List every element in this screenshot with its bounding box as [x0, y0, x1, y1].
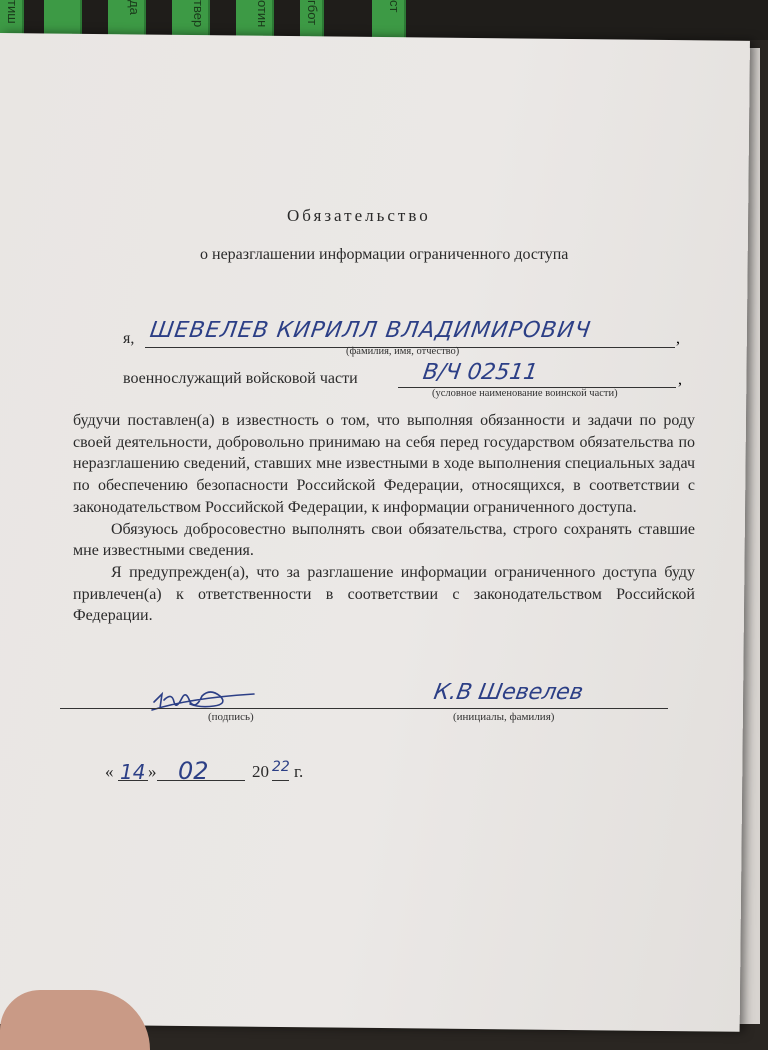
signature-caption: (подпись) — [208, 711, 254, 723]
date-close-quote: » — [148, 762, 157, 781]
tab-strip-6: гбот — [300, 0, 324, 40]
document-body — [73, 410, 695, 627]
tab-strip-3: да — [108, 0, 146, 40]
paragraph-2: Обязуюсь добросовестно выполнять свои обязательства, строго сохранять ставшие мне известными сведения. — [73, 520, 695, 560]
tab-strip-5: отин — [236, 0, 274, 40]
paragraph-3: Я предупрежден(а), что за разглашение информации ограниченного доступа буду привлечен(а) к ответственности в соответствии с законодательством Российской Федерации. — [73, 563, 695, 625]
date-open-quote: « — [105, 762, 114, 781]
unit-caption: (условное наименование воинской части) — [432, 388, 618, 399]
document-title: Обязательство — [287, 206, 431, 225]
paragraph-1: будучи поставлен(а) в известность о том, что выполняя обязанности и задачи по роду своей деятельности, добровольно принимаю на себя перед государством обязательства по неразглашению сведений, ставших мне известными в ходе выполнения специальных задач по обеспечению безопасности Российской Федерации, относящихся, в соответствии с законодательством Российской Федерации, к информации ограниченного доступа. — [73, 412, 695, 516]
ya-label: я, — [123, 330, 135, 347]
name-comma: , — [676, 330, 680, 347]
handwritten-year: 22 — [272, 759, 290, 775]
tab-strip-1: тиш — [0, 0, 24, 40]
date-year-line — [272, 780, 289, 781]
handwritten-initials: К.В Шевелев — [431, 680, 586, 705]
handwritten-unit: В/Ч 02511 — [421, 360, 540, 385]
handwritten-month: 02 — [178, 757, 209, 785]
date-g: г. — [294, 762, 304, 781]
initials-caption: (инициалы, фамилия) — [453, 711, 555, 723]
initials-line — [417, 708, 668, 709]
document-subtitle: о неразглашении информации ограниченного доступа — [200, 246, 569, 263]
handwritten-day: 14 — [120, 760, 146, 784]
date-year-prefix: 20 — [252, 762, 269, 781]
tab-strip-7: ст — [372, 0, 406, 40]
name-caption: (фамилия, имя, отчество) — [346, 346, 460, 357]
signature-line — [60, 708, 417, 709]
tab-strip-4: твер — [172, 0, 210, 40]
unit-comma: , — [678, 371, 682, 388]
handwritten-name: ШЕВЕЛЕВ КИРИЛЛ ВЛАДИМИРОВИЧ — [148, 318, 593, 343]
unit-label: военнослужащий войсковой части — [123, 370, 358, 387]
date-row — [105, 762, 114, 782]
